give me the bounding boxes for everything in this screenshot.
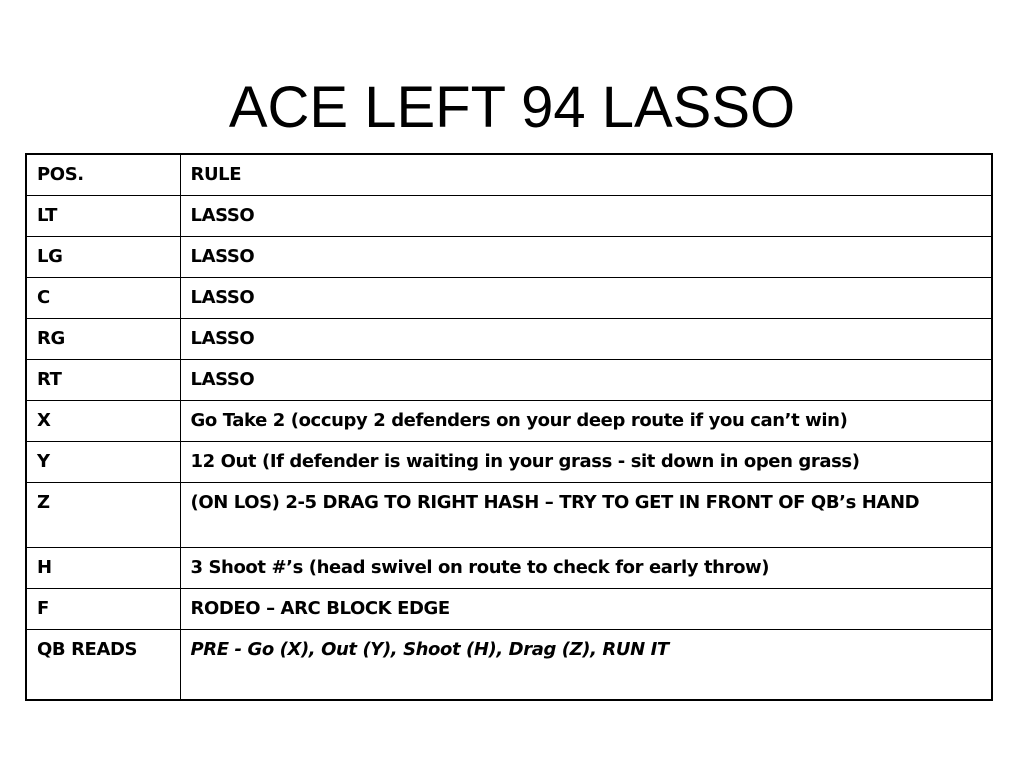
rule-cell: LASSO: [180, 360, 992, 401]
table-row: [26, 237, 992, 278]
rule-cell: Go Take 2 (occupy 2 defenders on your deep route if you can’t win): [180, 401, 992, 442]
rule-cell: LASSO: [180, 237, 992, 278]
table-row: [26, 401, 992, 442]
rule-cell: LASSO: [180, 196, 992, 237]
table-row: [26, 483, 992, 548]
table-row: [26, 589, 992, 630]
rule-cell: 12 Out (If defender is waiting in your grass - sit down in open grass): [180, 442, 992, 483]
rule-cell: LASSO: [180, 319, 992, 360]
table-row: [26, 196, 992, 237]
table-row: [26, 442, 992, 483]
table-row: [26, 278, 992, 319]
pos-cell: Y: [26, 442, 180, 483]
rule-cell: RODEO – ARC BLOCK EDGE: [180, 589, 992, 630]
pos-cell: C: [26, 278, 180, 319]
table-row: [26, 630, 992, 701]
pos-cell: LG: [26, 237, 180, 278]
pos-cell: X: [26, 401, 180, 442]
header-rule: RULE: [180, 154, 992, 196]
rule-cell: 3 Shoot #’s (head swivel on route to check for early throw): [180, 548, 992, 589]
rule-cell: (ON LOS) 2-5 DRAG TO RIGHT HASH – TRY TO GET IN FRONT OF QB’s HAND: [180, 483, 992, 548]
rules-table: [25, 153, 993, 701]
header-pos: POS.: [26, 154, 180, 196]
pos-cell: RT: [26, 360, 180, 401]
rule-cell: PRE - Go (X), Out (Y), Shoot (H), Drag (Z), RUN IT: [180, 630, 992, 701]
pos-cell: H: [26, 548, 180, 589]
slide-title: ACE LEFT 94 LASSO: [228, 75, 796, 140]
pos-cell: F: [26, 589, 180, 630]
table-header-row: [26, 154, 992, 196]
pos-cell: LT: [26, 196, 180, 237]
pos-cell: QB READS: [26, 630, 180, 701]
rule-cell: LASSO: [180, 278, 992, 319]
table-row: [26, 319, 992, 360]
pos-cell: RG: [26, 319, 180, 360]
pos-cell: Z: [26, 483, 180, 548]
table-row: [26, 548, 992, 589]
table-row: [26, 360, 992, 401]
